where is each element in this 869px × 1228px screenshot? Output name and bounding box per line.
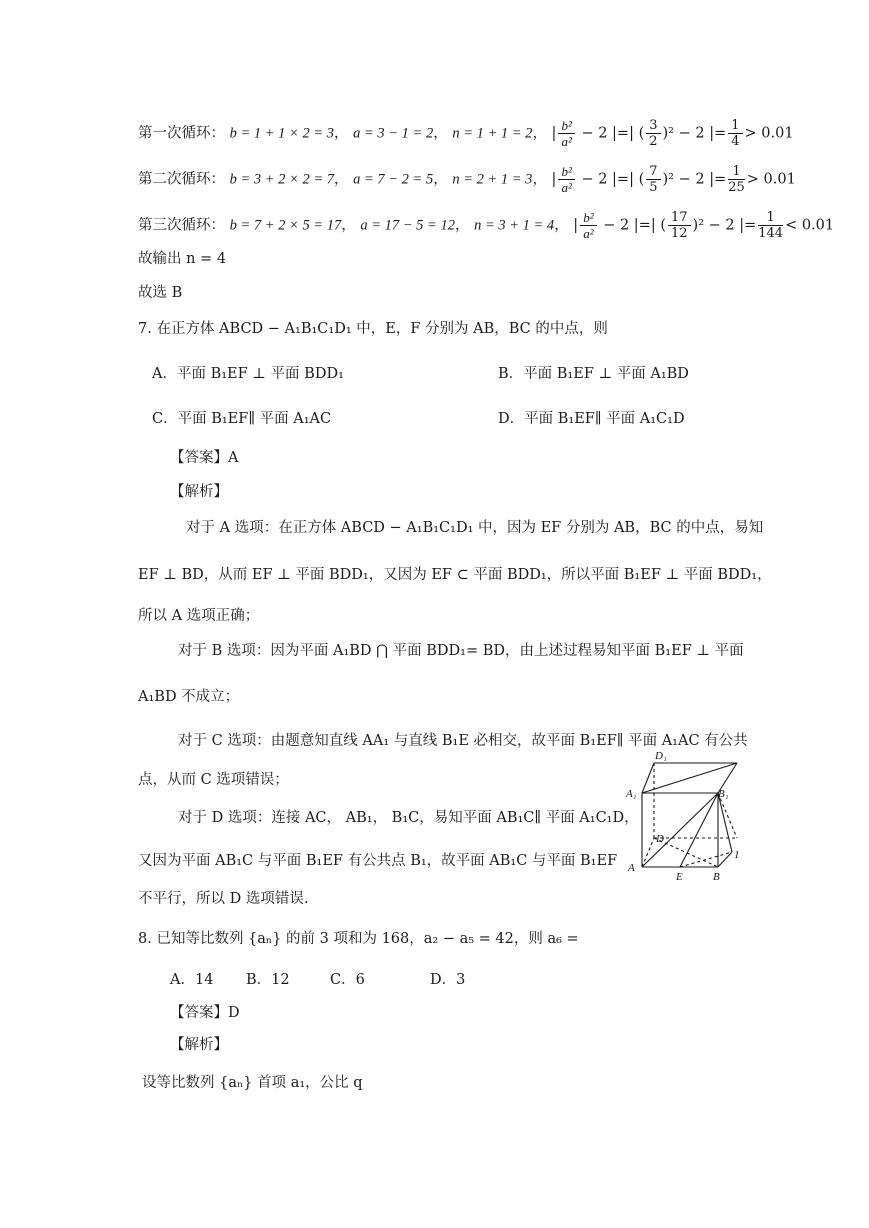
q8-answer: 【答案】D (170, 1005, 240, 1021)
edge-a-d (642, 838, 654, 867)
loop-label: 第三次循环： (138, 217, 225, 234)
loop-label: 第一次循环： (138, 125, 225, 142)
base-fraction: $\frac{17}{12}$ (668, 210, 691, 241)
label-c-partial: 1 (734, 849, 740, 861)
label-b1: B₁ (718, 788, 729, 800)
b-expression: b = 7 + 2 × 5 = 17 (229, 217, 342, 234)
q7-para-2: EF ⊥ BD，从而 EF ⊥ 平面 BDD₁，又因为 EF ⊂ 平面 BDD₁，所以平面 B₁EF ⊥ 平面 BDD₁， (138, 567, 772, 583)
abs-bar: | (573, 217, 579, 234)
line-e-f (680, 852, 732, 867)
q8-stem: 8. 已知等比数列 {aₙ} 的前 3 项和为 168，a₂ − a₅ = 42，则 a₆ = (138, 931, 579, 947)
comparison: < 0.01 (785, 217, 835, 234)
b-expression: b = 1 + 1 × 2 = 3 (229, 125, 334, 142)
q8-option-a: A．14 (170, 972, 214, 988)
loop-label: 第二次循环： (138, 171, 225, 188)
b-expression: b = 3 + 2 × 2 = 7 (229, 171, 334, 188)
q8-option-c: C．6 (330, 972, 365, 988)
n-expression: n = 2 + 1 = 3 (452, 171, 533, 188)
q7-para-4: 对于 B 选项：因为平面 A₁BD ⋂ 平面 BDD₁= BD，由上述过程易知平面 B₁EF ⊥ 平面 (178, 643, 744, 659)
label-b: B (713, 871, 720, 882)
q7-para-8: 对于 D 选项：连接 AC， AB₁， B₁C，易知平面 AB₁C∥ 平面 A₁C₁D， (178, 810, 639, 826)
label-d: D (656, 833, 664, 845)
cube-figure (622, 748, 747, 882)
line-b-f (718, 852, 732, 867)
q7-para-1: 对于 A 选项：在正方体 ABCD − A₁B₁C₁D₁ 中，因为 EF 分别为 AB，BC 的中点，易知 (186, 520, 764, 536)
result-fraction: $\frac{1}{25}$ (728, 164, 745, 195)
loop-line-2: 第二次循环： b = 3 + 2 × 2 = 7， a = 7 − 2 = 5， n = 2 + 1 = 3， | $\frac{\text{b²}}{\text{a²}}$ − 2 |=| ( $\frac{7}{5}$ )² − 2 |= $\frac{1}{25}$ > 0.01 (138, 164, 796, 195)
expr-mid: − 2 |=| ( (576, 171, 645, 188)
label-a: A (628, 862, 635, 874)
a-expression: a = 7 − 2 = 5 (353, 171, 434, 188)
ratio-fraction: $\frac{\text{b²}}{\text{a²}}$ (558, 118, 574, 149)
q7-answer: 【答案】A (170, 450, 239, 466)
q8-para-1: 设等比数列 {aₙ} 首项 a₁，公比 q (142, 1075, 363, 1091)
edge-a1-d1 (642, 763, 654, 793)
a-expression: a = 3 − 1 = 2 (353, 125, 434, 142)
q7-para-3: 所以 A 选项正确； (138, 608, 260, 624)
abs-bar: | (551, 171, 557, 188)
label-e: E (676, 871, 683, 882)
expr-tail: )² − 2 |= (692, 217, 757, 234)
q7-option-d: D．平面 B₁EF∥ 平面 A₁C₁D (498, 411, 685, 427)
q7-para-6: 对于 C 选项：由题意知直线 AA₁ 与直线 B₁E 必相交，故平面 B₁EF∥ 平面 A₁AC 有公共 (178, 733, 748, 749)
ratio-fraction: $\frac{\text{b²}}{\text{a²}}$ (558, 164, 574, 195)
expr-tail: )² − 2 |= (662, 125, 727, 142)
base-fraction: $\frac{3}{2}$ (646, 118, 660, 149)
result-fraction: $\frac{1}{4}$ (728, 118, 742, 149)
q7-para-10: 不平行，所以 D 选项错误. (138, 891, 309, 907)
n-expression: n = 3 + 1 = 4 (474, 217, 555, 234)
q8-analysis-label: 【解析】 (170, 1037, 228, 1053)
q7-para-5: A₁BD 不成立； (138, 689, 240, 705)
q7-para-9: 又因为平面 AB₁C 与平面 B₁EF 有公共点 B₁，故平面 AB₁C 与平面 B₁EF (138, 853, 618, 869)
choose-line: 故选 B (138, 285, 183, 301)
loop-line-1: 第一次循环： b = 1 + 1 × 2 = 3， a = 3 − 1 = 2， n = 1 + 1 = 2， | $\frac{\text{b²}}{\text{a²}}$ − 2 |=| ( $\frac{3}{2}$ )² − 2 |= $\frac{1}{4}$ > 0.01 (138, 118, 794, 149)
expr-mid: − 2 |=| ( (598, 217, 666, 234)
q7-stem: 7. 在正方体 ABCD − A₁B₁C₁D₁ 中，E，F 分别为 AB，BC 的中点，则 (138, 321, 608, 337)
q7-option-a: A．平面 B₁EF ⊥ 平面 BDD₁ (152, 366, 344, 382)
q7-option-c: C．平面 B₁EF∥ 平面 A₁AC (152, 411, 332, 427)
diag-a-b1 (642, 793, 718, 867)
base-fraction: $\frac{7}{5}$ (646, 164, 660, 195)
output-line: 故输出 n = 4 (138, 251, 227, 267)
q7-analysis-label: 【解析】 (170, 484, 228, 500)
expr-tail: )² − 2 |= (662, 171, 727, 188)
q7-para-7: 点，从而 C 选项错误； (138, 772, 289, 788)
ratio-fraction: $\frac{\text{b²}}{\text{a²}}$ (580, 210, 596, 241)
q8-option-b: B．12 (246, 972, 290, 988)
n-expression: n = 1 + 1 = 2 (452, 125, 533, 142)
expr-mid: − 2 |=| ( (576, 125, 645, 142)
label-a1: A₁ (626, 788, 637, 800)
line-b1-e (680, 793, 718, 867)
abs-bar: | (551, 125, 557, 142)
label-d1: D₁ (655, 750, 667, 762)
result-fraction: $\frac{1}{144}$ (758, 210, 784, 241)
loop-line-3: 第三次循环： b = 7 + 2 × 5 = 17， a = 17 − 5 = 12， n = 3 + 1 = 4， | $\frac{\text{b²}}{\text{a²}}$ − 2 |=| ( $\frac{17}{12}$ )² − 2 |= $\frac{1}{144}$ < 0.01 (138, 210, 835, 241)
comparison: > 0.01 (746, 171, 796, 188)
q7-option-b: B．平面 B₁EF ⊥ 平面 A₁BD (498, 366, 689, 382)
q8-option-d: D．3 (430, 972, 466, 988)
a-expression: a = 17 − 5 = 12 (360, 217, 455, 234)
comparison: > 0.01 (744, 125, 794, 142)
